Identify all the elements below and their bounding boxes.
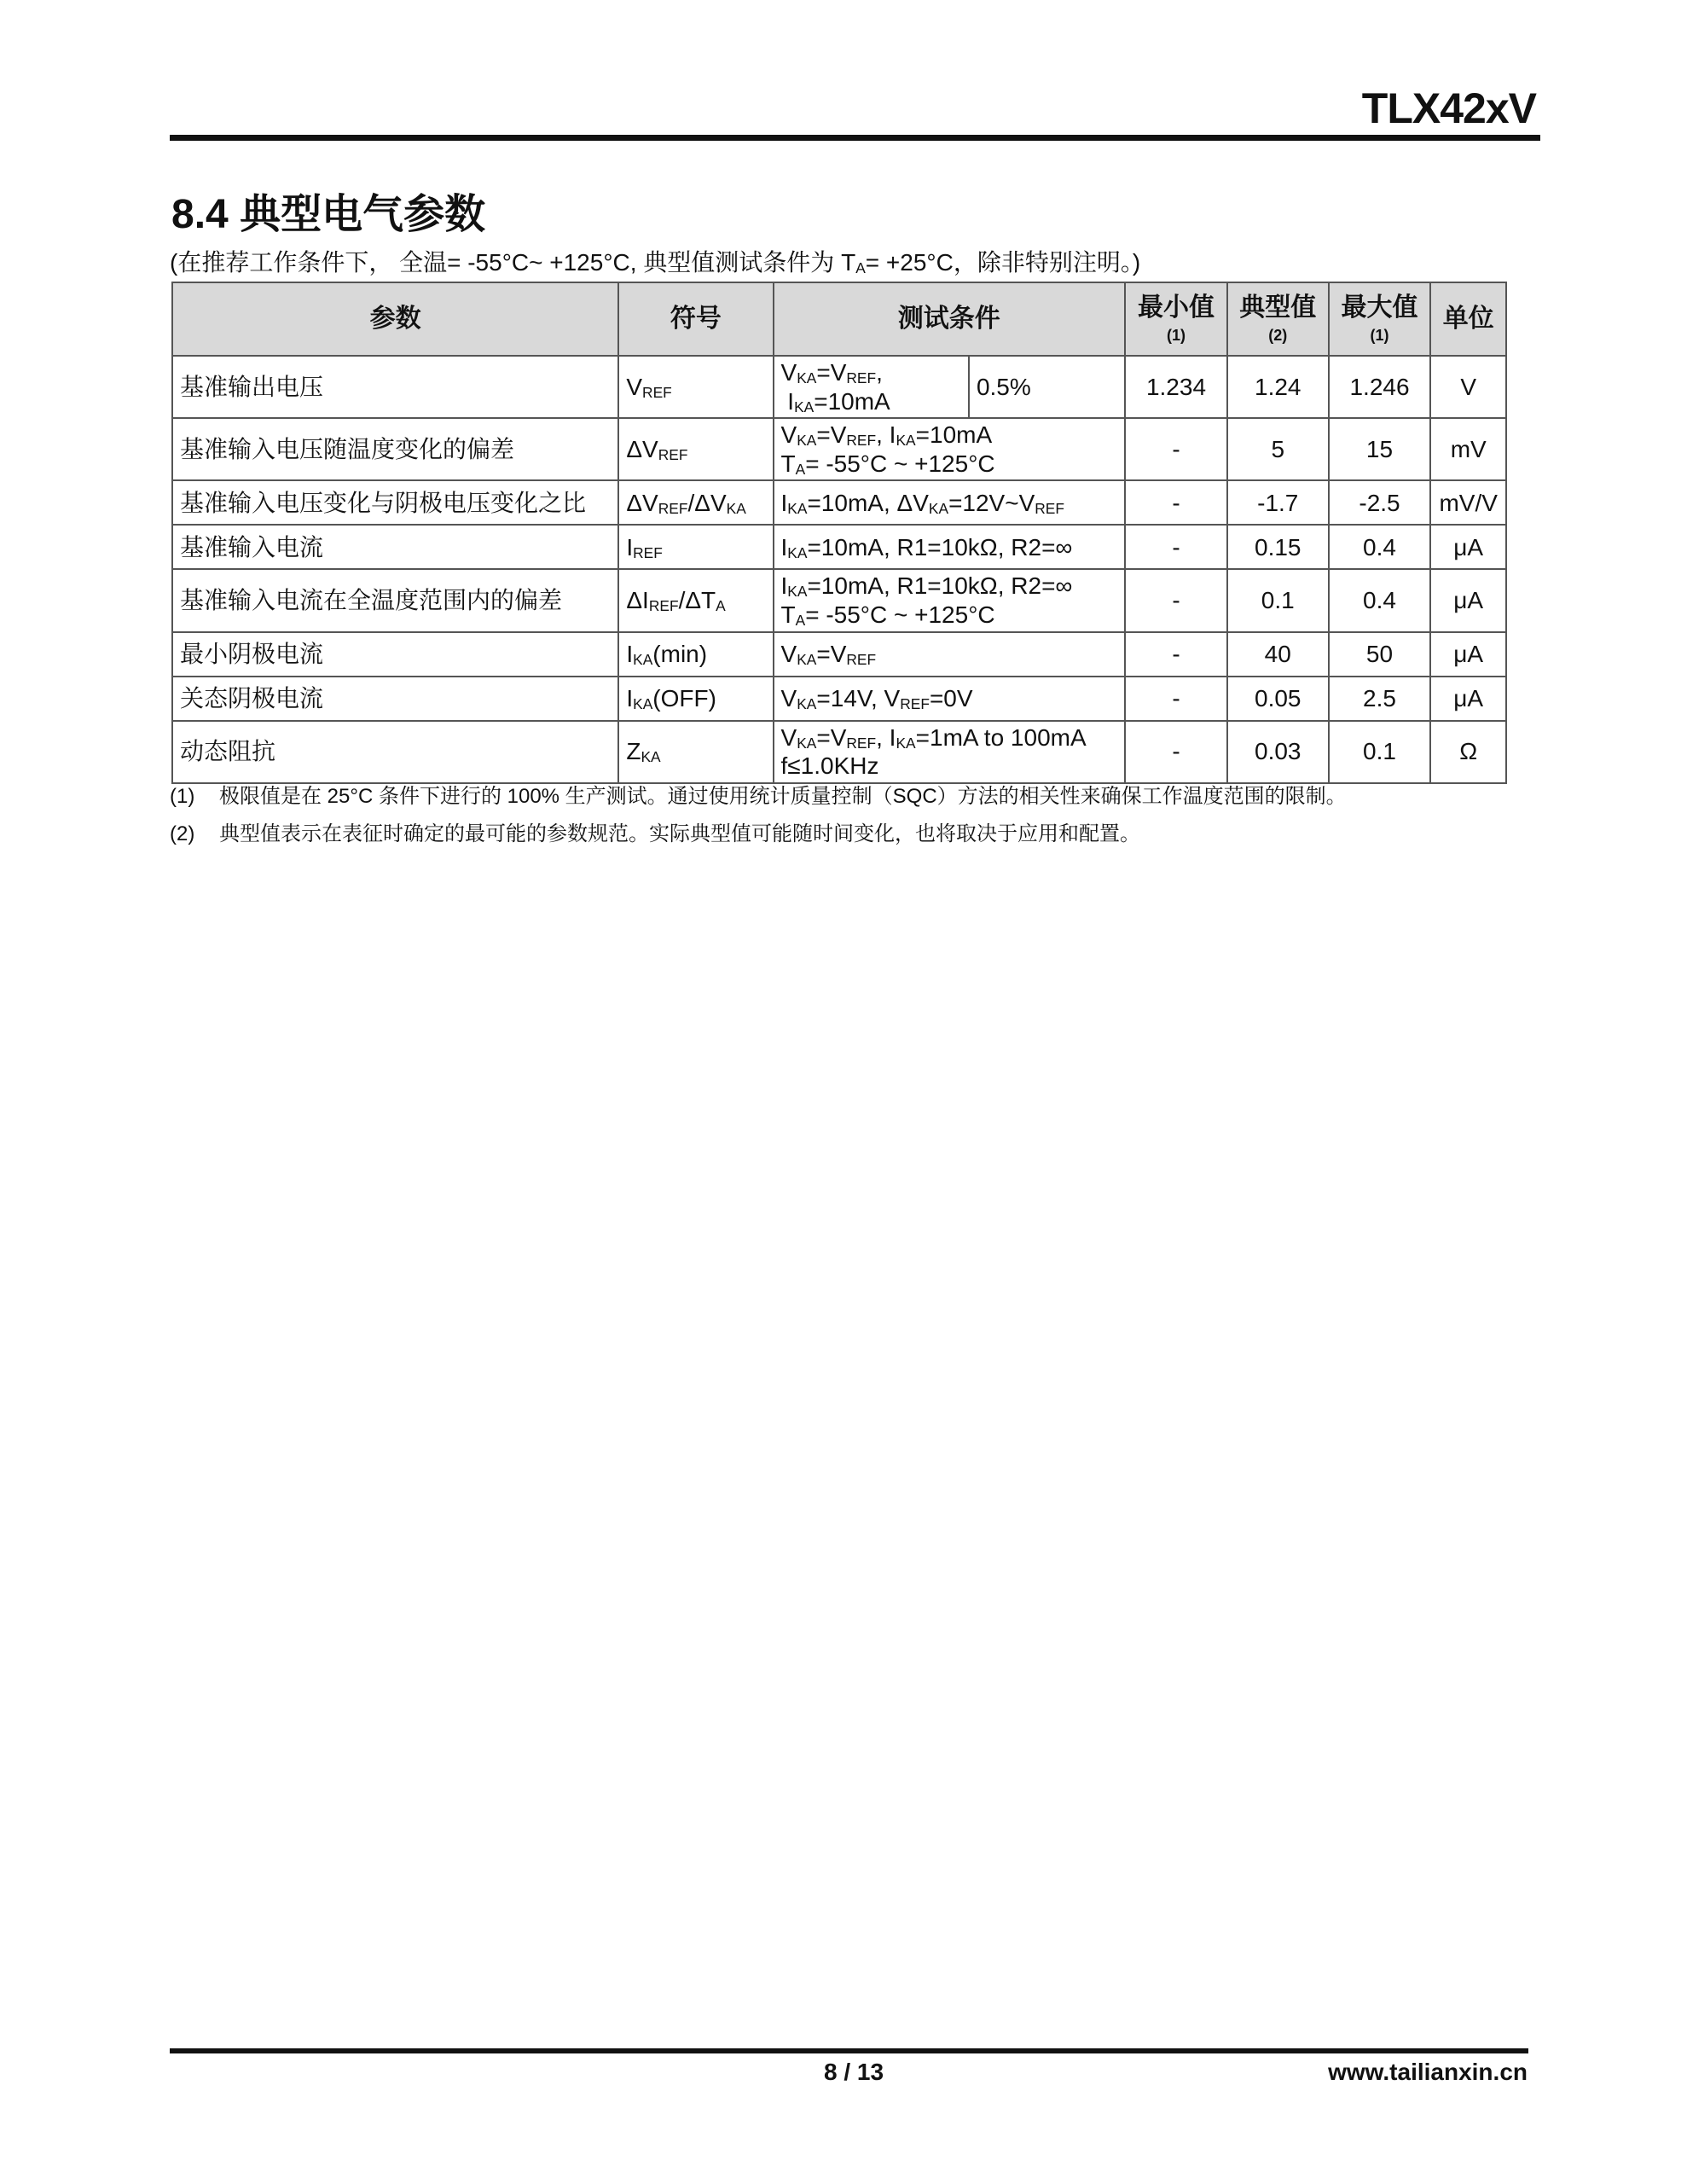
electrical-parameters-table xyxy=(171,282,1507,784)
cell-unit: mV xyxy=(1430,418,1506,480)
footnote-text: 典型值表示在表征时确定的最可能的参数规范。实际典型值可能随时间变化，也将取决于应用和配置。 xyxy=(219,822,1140,845)
footnote-number: (2) xyxy=(170,822,195,845)
cell-symbol: $\Delta V_{REF}$ xyxy=(618,418,773,480)
cell-max: 0.1 xyxy=(1329,721,1431,783)
section-title: 8.4 典型电气参数 xyxy=(171,192,486,237)
cell-min: - xyxy=(1125,569,1227,631)
cell-param: 动态阻抗 xyxy=(172,721,618,783)
cell-symbol: $Z_{KA}$ xyxy=(618,721,773,783)
table-row xyxy=(172,418,1506,480)
cell-param: 最小阴极电流 xyxy=(172,632,618,677)
cell-condition: $V_{KA}=V_{REF}$, $I_{KA}=1mA$ to 100mA f≤1.0KHz xyxy=(774,721,1126,783)
cell-symbol: $\Delta V_{REF}/\Delta V_{KA}$ xyxy=(618,480,773,525)
cell-symbol: $\Delta I_{REF}/\Delta T_A$ xyxy=(618,569,773,631)
cell-typ: 40 xyxy=(1227,632,1329,677)
cell-max: 1.246 xyxy=(1329,356,1431,418)
cell-unit: V xyxy=(1430,356,1506,418)
cell-param: 基准输出电压 xyxy=(172,356,618,418)
cell-condition: $I_{KA}=10mA$, $\Delta V_{KA}=12V\sim V_{REF}$ xyxy=(774,480,1126,525)
header-param: 参数 xyxy=(172,282,618,356)
cell-condition: $V_{KA}=V_{REF}$, $I_{KA}=10mA$ $T_A= -55^\circ C$ ~ +125°C xyxy=(774,418,1126,480)
cell-condition: $I_{KA}=10mA$, R1=10kΩ, R2=∞ $T_A= -55^\circ C$ ~ +125°C xyxy=(774,569,1126,631)
table-row xyxy=(172,525,1506,569)
table-row xyxy=(172,480,1506,525)
cell-min: - xyxy=(1125,480,1227,525)
header-unit: 单位 xyxy=(1430,282,1506,356)
cell-condition: $V_{KA}=V_{REF}$, $I_{KA}=10mA$ xyxy=(774,356,969,418)
table-header-row xyxy=(172,282,1506,356)
cell-typ: 0.03 xyxy=(1227,721,1329,783)
cell-condition: $I_{KA}=10mA$, R1=10kΩ, R2=∞ xyxy=(774,525,1126,569)
cell-symbol: $I_{KA}(\min)$ xyxy=(618,632,773,677)
cell-unit: μA xyxy=(1430,632,1506,677)
cell-unit: Ω xyxy=(1430,721,1506,783)
cell-max: 50 xyxy=(1329,632,1431,677)
cell-min: - xyxy=(1125,525,1227,569)
cell-param: 基准输入电压变化与阴极电压变化之比 xyxy=(172,480,618,525)
table-row xyxy=(172,356,1506,418)
cell-param: 基准输入电压随温度变化的偏差 xyxy=(172,418,618,480)
cell-condition: $V_{KA}=14V$, $V_{REF}=0V$ xyxy=(774,677,1126,721)
cell-typ: 0.15 xyxy=(1227,525,1329,569)
cell-max: 0.4 xyxy=(1329,525,1431,569)
cell-min: - xyxy=(1125,632,1227,677)
header-rule xyxy=(170,135,1540,141)
header-symbol: 符号 xyxy=(618,282,773,356)
test-conditions-note: (在推荐工作条件下， 全温= -55°C~ +125°C, 典型值测试条件为 $T_A= +25^\circ C$，除非特别注明。) xyxy=(170,249,1141,277)
cell-condition: $V_{KA}=V_{REF}$ xyxy=(774,632,1126,677)
cell-typ: 5 xyxy=(1227,418,1329,480)
table-row xyxy=(172,569,1506,631)
footnotes xyxy=(170,778,1568,853)
header-typ: 典型值 (2) xyxy=(1227,282,1329,356)
cell-param: 基准输入电流在全温度范围内的偏差 xyxy=(172,569,618,631)
cell-max: 0.4 xyxy=(1329,569,1431,631)
cell-typ: 1.24 xyxy=(1227,356,1329,418)
cell-symbol: $I_{REF}$ xyxy=(618,525,773,569)
cell-unit: μA xyxy=(1430,569,1506,631)
cell-min: - xyxy=(1125,677,1227,721)
footnote-text: 极限值是在 25°C 条件下进行的 100% 生产测试。通过使用统计质量控制（SQC）方法的相关性来确保工作温度范围的限制。 xyxy=(219,785,1347,808)
cell-min: - xyxy=(1125,721,1227,783)
cell-unit: mV/V xyxy=(1430,480,1506,525)
cell-symbol: $V_{REF}$ xyxy=(618,356,773,418)
cell-min: - xyxy=(1125,418,1227,480)
header-min: 最小值 (1) xyxy=(1125,282,1227,356)
document-title: TLX42xV xyxy=(1361,84,1536,132)
cell-typ: 0.05 xyxy=(1227,677,1329,721)
footer-rule xyxy=(170,2048,1528,2053)
footnote-number: (1) xyxy=(170,785,195,808)
page-number: 8 / 13 xyxy=(824,2059,884,2085)
cell-condition-extra: 0.5% xyxy=(969,356,1125,418)
cell-max: -2.5 xyxy=(1329,480,1431,525)
footnote-item xyxy=(170,816,1568,853)
table-row xyxy=(172,677,1506,721)
cell-symbol: $I_{KA}(OFF)$ xyxy=(618,677,773,721)
cell-typ: -1.7 xyxy=(1227,480,1329,525)
cell-param: 基准输入电流 xyxy=(172,525,618,569)
cell-typ: 0.1 xyxy=(1227,569,1329,631)
header-max: 最大值 (1) xyxy=(1329,282,1431,356)
website-link[interactable]: www.tailianxin.cn xyxy=(1328,2059,1528,2085)
cell-max: 15 xyxy=(1329,418,1431,480)
cell-unit: μA xyxy=(1430,525,1506,569)
cell-unit: μA xyxy=(1430,677,1506,721)
table-row xyxy=(172,721,1506,783)
table-row xyxy=(172,632,1506,677)
cell-min: 1.234 xyxy=(1125,356,1227,418)
footnote-item xyxy=(170,778,1568,816)
cell-max: 2.5 xyxy=(1329,677,1431,721)
header-condition: 测试条件 xyxy=(774,282,1126,356)
cell-param: 关态阴极电流 xyxy=(172,677,618,721)
